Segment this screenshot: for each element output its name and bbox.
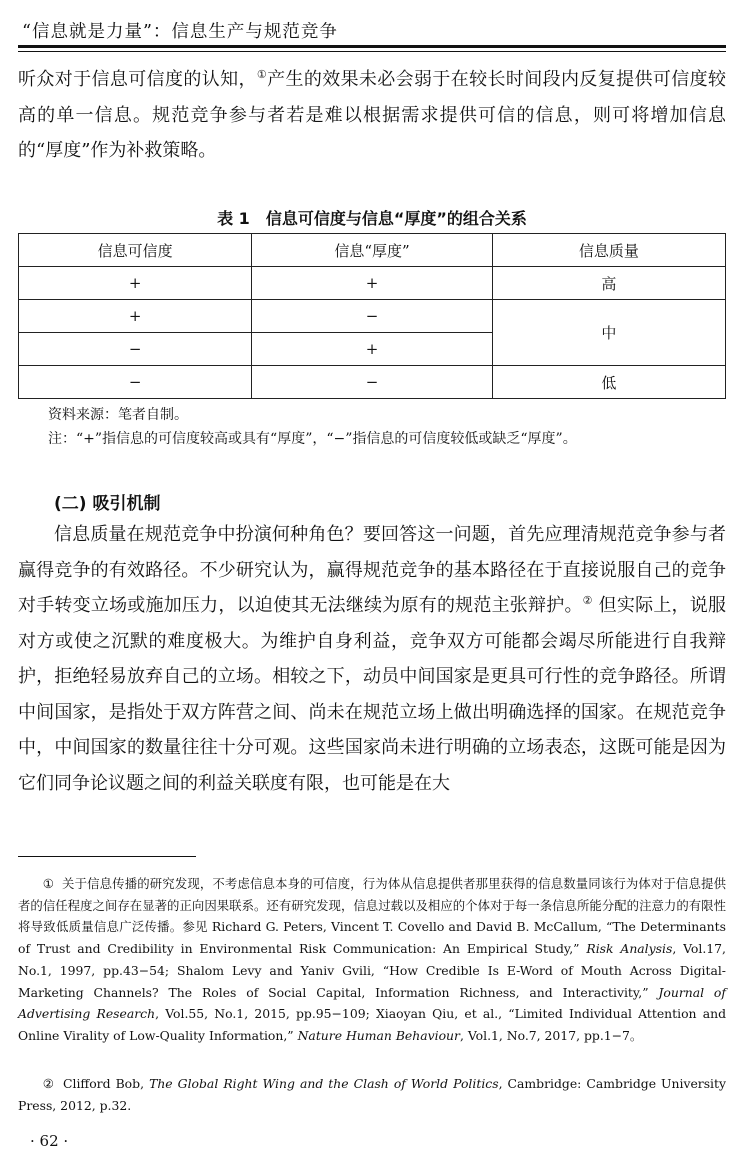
header-quality: 信息质量 <box>492 234 725 267</box>
table-row <box>19 366 726 399</box>
table-notes <box>48 403 577 451</box>
cell-thickness: + <box>252 267 492 300</box>
table-number: 表 1 <box>217 209 250 228</box>
header-rule-thin <box>18 51 726 52</box>
section-heading: (二) 吸引机制 <box>54 494 161 514</box>
cell-thickness: + <box>252 333 492 366</box>
table-header-row <box>19 234 726 267</box>
combination-table <box>18 233 726 399</box>
cell-credibility: + <box>19 300 252 333</box>
journal-title: Risk Analysis <box>586 941 673 957</box>
table-caption: 信息可信度与信息“厚度”的组合关系 <box>265 209 527 228</box>
table-source: 资料来源：笔者自制。 <box>48 407 188 423</box>
footnote-separator <box>18 856 196 857</box>
book-title: The Global Right Wing and the Clash of World Politics <box>149 1076 499 1091</box>
journal-title: Journal of Advertising Research <box>18 984 726 1022</box>
page-number: · 62 · <box>30 1132 69 1150</box>
cell-thickness: − <box>252 300 492 333</box>
table-row <box>19 300 726 333</box>
cell-thickness: − <box>252 366 492 399</box>
table-row <box>19 267 726 300</box>
body-paragraph: 信息质量在规范竞争中扮演何种角色？要回答这一问题，首先应理清规范竞争参与者赢得竞争的有效路径。不少研究认为，赢得规范竞争的基本路径在于直接说服自己的竞争对手转变立场或施加压力，以迫使其无法继续为原有的规范主张辩护。② 但实际上，说服对方或使之沉默的难度极大。为维护自身利益，竞争双方可能都会竭尽所能进行自我辩护，拒绝轻易放弃自己的立场。相较之下，动员中间国家是更具可行性的竞争路径。所谓中间国家，是指处于双方阵营之间、尚未在规范立场上做出明确选择的国家。在规范竞争中，中间国家的数量往往十分可观。这些国家尚未进行明确的立场表态，这既可能是因为它们同争论议题之间的利益关联度有限，也可能是在大 <box>18 524 726 794</box>
table-note: 注：“+”指信息的可信度较高或具有“厚度”，“−”指信息的可信度较低或缺乏“厚度”。 <box>48 431 577 447</box>
cell-credibility: − <box>19 333 252 366</box>
header-thickness: 信息“厚度” <box>252 234 492 267</box>
footnote-ref-2[interactable]: ② <box>582 594 593 607</box>
cell-quality: 高 <box>492 267 725 300</box>
footnote-marker: ① <box>42 876 55 891</box>
footnote-2: ② Clifford Bob, The Global Right Wing and the Clash of World Politics, Cambridge: Cambridge University Press, 2012, p.32. <box>18 1076 727 1113</box>
footnote-1: ① 关于信息传播的研究发现，不考虑信息本身的可信度，行为体从信息提供者那里获得的信息数量同该行为体对于信息提供者的信任程度之间存在显著的正向因果联系。还有研究发现，信息过载以及相应的个体对于每一条信息所能分配的注意力的有限性将导致低质量信息广泛传播。参见 Richard G. Peters, Vincent T. Covello and David B. McCallum, “The Determinants of Trust and Credibility in Environmental Risk Communication: An Empirical Study,” Risk Analysis, Vol.17, No.1, 1997, pp.43−54; Shalom Levy and Yaniv Gvili, “How Credible Is E-Word of Mouth Across Digital-Marketing Channels? The Roles of Social Capital, Information Richness, and Interactivity,” Journal of Advertising Research, Vol.55, No.1, 2015, pp.95−109; Xiaoyan Qiu, et al., “Limited Individual Attention and Online Virality of Low-Quality Information,” Nature Human Behaviour, Vol.1, No.7, 2017, pp.1−7。 <box>18 876 727 1043</box>
header-rule-thick <box>18 45 726 48</box>
journal-title: Nature Human Behaviour <box>297 1027 460 1043</box>
cell-credibility: − <box>19 366 252 399</box>
cell-quality: 中 <box>492 300 725 366</box>
table-title <box>18 206 726 229</box>
running-head: “信息就是力量”：信息生产与规范竞争 <box>22 22 338 42</box>
footnote-marker: ② <box>42 1076 56 1091</box>
intro-paragraph: 听众对于信息可信度的认知，①产生的效果未必会弱于在较长时间段内反复提供可信度较高的单一信息。规范竞争参与者若是难以根据需求提供可信的信息，则可将增加信息的“厚度”作为补救策略。 <box>18 68 726 161</box>
footnote-ref-1[interactable]: ① <box>256 68 268 81</box>
header-credibility: 信息可信度 <box>19 234 252 267</box>
cell-credibility: + <box>19 267 252 300</box>
cell-quality: 低 <box>492 366 725 399</box>
